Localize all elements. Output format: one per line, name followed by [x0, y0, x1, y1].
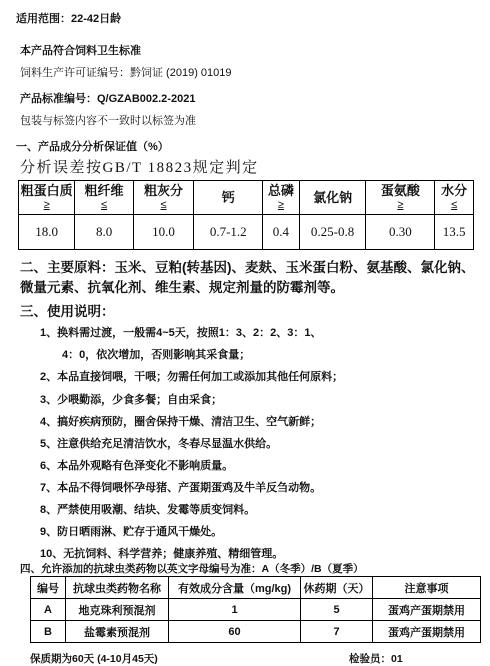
val-total-phosphorus: 0.4: [263, 215, 300, 250]
usage-item: 4、搞好疾病预防，圈舍保持干燥、清洁卫生、空气新鲜；: [40, 416, 322, 428]
header-id: 编号: [31, 577, 66, 599]
col-calcium: 钙: [194, 181, 263, 215]
cell-content: 1: [169, 599, 301, 621]
col-crude-fiber: 粗纤维 ≤: [75, 181, 133, 215]
usage-item: 6、本品外观略有色泽变化不影响质量。: [40, 460, 234, 472]
usage-item: 8、严禁使用吸潮、结块、发霉等质变饲料。: [40, 504, 256, 516]
usage-item: 2、本品直接饲喂，干喂；勿需任何加工或添加其他任何原料；: [40, 371, 344, 383]
usage-item: 1、换料需过渡，一般需4~5天，按照1：3、2：2、3：1、: [40, 327, 322, 339]
cell-notes: 蛋鸡产蛋期禁用: [373, 599, 481, 621]
drugs-title: 四、允许添加的抗球虫类药物以英文字母编号为准：A（冬季）/B（夏季）: [20, 563, 364, 575]
license-number: 饲料生产许可证编号：黔饲证 (2019) 01019: [20, 67, 232, 79]
header-drug-name: 抗球虫类药物名称: [66, 577, 169, 599]
usage-item: 10、无抗饲料、科学营养；健康养殖、精细管理。: [40, 548, 284, 560]
hygiene-standard: 本产品符合饲料卫生标准: [20, 45, 141, 57]
ingredients-line-1: 二、主要原料：玉米、豆粕(转基因)、麦麸、玉米蛋白粉、氨基酸、氯化钠、: [20, 260, 475, 275]
cell-withdrawal: 7: [301, 621, 373, 643]
drug-table-header: [31, 577, 481, 599]
analysis-subtitle: 分析误差按GB/T 18823规定判定: [20, 160, 259, 176]
usage-item: 5、注意供给充足清洁饮水，冬春尽显温水供给。: [40, 438, 278, 450]
age-range: 适用范围：22-42日龄: [16, 13, 122, 25]
col-methionine: 蛋氨酸 ≥: [366, 181, 435, 215]
cell-drug-name: 地克珠利预混剂: [66, 599, 169, 621]
val-moisture: 13.5: [435, 215, 474, 250]
usage-item: 7、本品不得饲喂怀孕母猪、产蛋期蛋鸡及牛羊反刍动物。: [40, 482, 322, 494]
val-crude-fiber: 8.0: [75, 215, 133, 250]
col-sodium-chloride: 氯化钠: [299, 181, 366, 215]
analysis-title: 一、产品成分分析保证值（%）: [16, 141, 169, 153]
val-crude-protein: 18.0: [19, 215, 75, 250]
cell-notes: 蛋鸡产蛋期禁用: [373, 621, 481, 643]
col-total-phosphorus: 总磷 ≥: [263, 181, 300, 215]
label-note: 包装与标签内容不一致时以标签为准: [20, 115, 196, 127]
val-calcium: 0.7-1.2: [194, 215, 263, 250]
header-notes: 注意事项: [373, 577, 481, 599]
table-row: [31, 599, 481, 621]
shelf-life: 保质期为60天 (4-10月45天): [30, 653, 158, 665]
usage-item: 9、防日晒雨淋、贮存于通风干燥处。: [40, 526, 223, 538]
col-crude-ash: 粗灰分 ≤: [133, 181, 194, 215]
cell-id: A: [31, 599, 66, 621]
cell-withdrawal: 5: [301, 599, 373, 621]
val-sodium-chloride: 0.25-0.8: [299, 215, 366, 250]
cell-content: 60: [169, 621, 301, 643]
ingredients-line-2: 微量元素、抗氧化剂、维生素、规定剂量的防霉剂等。: [20, 280, 344, 295]
inspector: 检验员：01: [349, 653, 403, 665]
val-methionine: 0.30: [366, 215, 435, 250]
table-row: [31, 621, 481, 643]
val-crude-ash: 10.0: [133, 215, 194, 250]
nutrient-table: [18, 180, 474, 250]
header-withdrawal: 休药期（天）: [301, 577, 373, 599]
usage-item: 4：0，依次增加，否则影响其采食量；: [62, 349, 251, 361]
cell-id: B: [31, 621, 66, 643]
header-content: 有效成分含量（mg/kg): [169, 577, 301, 599]
usage-title: 三、使用说明：: [20, 304, 115, 319]
product-standard: 产品标准编号：Q/GZAB002.2-2021: [20, 93, 196, 105]
usage-item: 3、少喂勤添，少食多餐；自由采食；: [40, 394, 223, 406]
drug-table: [30, 576, 481, 643]
cell-drug-name: 盐霉素预混剂: [66, 621, 169, 643]
col-moisture: 水分 ≤: [435, 181, 474, 215]
col-crude-protein: 粗蛋白质 ≥: [19, 181, 75, 215]
